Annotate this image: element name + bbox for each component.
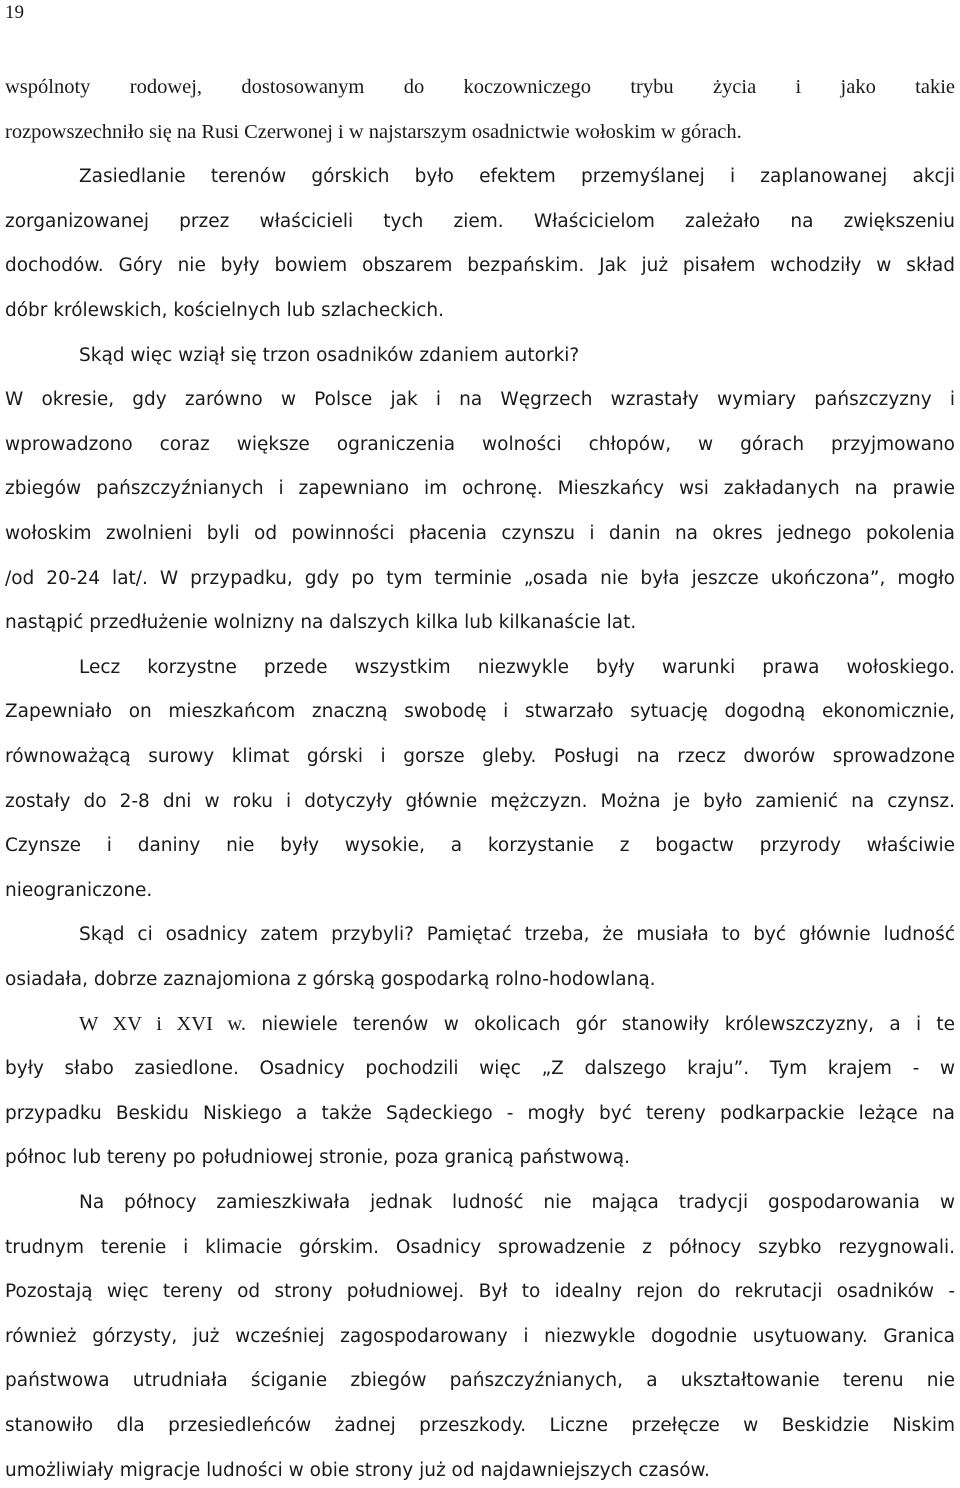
text-segment: wprowadzono coraz większe ograniczenia wolności chłopów, w górach przyjmowano <box>5 434 955 455</box>
text-segment: nieograniczone. <box>5 880 153 901</box>
text-line <box>5 251 955 279</box>
text-line <box>5 787 955 815</box>
text-segment: rozpowszechniło się na Rusi Czerwonej i w najstarszym osadnictwie wołoskim w górach. <box>5 121 742 143</box>
text-segment: państwowa utrudniała ściganie zbiegów pańszczyźnianych, a ukształtowanie terenu nie <box>5 1370 955 1391</box>
text-line <box>5 430 955 458</box>
text-segment: stanowiło dla przesiedleńców żadnej przeszkody. Liczne przełęcze w Beskidzie Niskim <box>5 1415 955 1436</box>
text-segment: wspólnoty rodowej, dostosowanym do koczowniczego trybu życia i jako takie <box>5 76 955 98</box>
text-line <box>5 1411 955 1439</box>
text-line <box>5 564 955 592</box>
text-segment: równoważącą surowy klimat górski i gorsze gleby. Posługi na rzecz dworów sprowadzone <box>5 746 955 767</box>
text-line <box>79 1010 955 1038</box>
text-line <box>5 1099 955 1127</box>
text-line <box>5 385 955 413</box>
text-segment: Skąd ci osadnicy zatem przybyli? Pamiętać trzeba, że musiała to być głównie ludność <box>79 924 955 945</box>
text-line <box>5 73 955 101</box>
text-segment: Skąd więc wziął się trzon osadników zdaniem autorki? <box>79 345 580 366</box>
text-line <box>5 296 955 324</box>
text-segment: W XV i XVI w. <box>79 1013 247 1035</box>
text-segment: również górzysty, już wcześniej zagospodarowany i niezwykle dogodnie usytuowany. Granica <box>5 1326 955 1347</box>
text-line <box>79 162 955 190</box>
text-segment: Zasiedlanie terenów górskich było efektem przemyślanej i zaplanowanej akcji <box>79 166 955 187</box>
text-segment: Czynsze i daniny nie były wysokie, a korzystanie z bogactw przyrody właściwie <box>5 835 955 856</box>
text-line <box>5 1054 955 1082</box>
text-line <box>79 1188 955 1216</box>
text-line <box>5 207 955 235</box>
text-segment: Pozostają więc tereny od strony południowej. Był to idealny rejon do rekrutacji osadników - <box>5 1281 955 1302</box>
text-line <box>5 965 955 993</box>
text-line <box>79 653 955 681</box>
text-segment: Lecz korzystne przede wszystkim niezwykle były warunki prawa wołoskiego. <box>79 657 955 678</box>
text-segment: W okresie, gdy zarówno w Polsce jak i na Węgrzech wzrastały wymiary pańszczyzny i <box>5 389 955 410</box>
text-segment: dóbr królewskich, kościelnych lub szlacheckich. <box>5 300 445 321</box>
text-line <box>5 1277 955 1305</box>
text-segment: zbiegów pańszczyźnianych i zapewniano im ochronę. Mieszkańcy wsi zakładanych na prawie <box>5 478 955 499</box>
text-line <box>5 608 955 636</box>
text-segment: osiadała, dobrze zaznajomiona z górską gospodarką rolno-hodowlaną. <box>5 969 656 990</box>
text-segment: nastąpić przedłużenie wolnizny na dalszych kilka lub kilkanaście lat. <box>5 612 637 633</box>
text-line <box>79 920 955 948</box>
page-number: 19 <box>5 2 24 23</box>
text-line <box>5 1143 955 1171</box>
text-line <box>5 1322 955 1350</box>
text-segment: /od 20-24 lat/. W przypadku, gdy po tym terminie „osada nie była jeszcze ukończona”, mogło <box>5 568 955 589</box>
text-segment: Zapewniało on mieszkańcom znaczną swobodę i stwarzało sytuację dogodną ekonomicznie, <box>5 701 955 722</box>
text-line <box>5 474 955 502</box>
text-segment: Na północy zamieszkiwała jednak ludność nie mająca tradycji gospodarowania w <box>79 1192 955 1213</box>
text-line <box>5 1366 955 1394</box>
text-segment: trudnym terenie i klimacie górskim. Osadnicy sprowadzenie z północy szybko rezygnowali. <box>5 1237 955 1258</box>
text-segment: przypadku Beskidu Niskiego a także Sądeckiego - mogły być tereny podkarpackie leżące na <box>5 1103 955 1124</box>
text-line <box>5 1456 955 1484</box>
text-line <box>5 876 955 904</box>
text-segment: północ lub tereny po południowej stronie, poza granicą państwową. <box>5 1147 630 1168</box>
text-segment: umożliwiały migracje ludności w obie strony już od najdawniejszych czasów. <box>5 1460 710 1481</box>
text-line <box>5 697 955 725</box>
text-line <box>5 831 955 859</box>
text-segment: zostały do 2-8 dni w roku i dotyczyły głównie mężczyzn. Można je było zamienić na czynsz. <box>5 791 955 812</box>
text-segment: były słabo zasiedlone. Osadnicy pochodzili więc „Z dalszego kraju”. Tym krajem - w <box>5 1058 955 1079</box>
text-segment: wołoskim zwolnieni byli od powinności płacenia czynszu i danin na okres jednego pokolenia <box>5 523 955 544</box>
text-segment: dochodów. Góry nie były bowiem obszarem bezpańskim. Jak już pisałem wchodziły w skład <box>5 255 955 276</box>
text-line <box>5 1233 955 1261</box>
text-line <box>79 341 955 369</box>
text-line <box>5 519 955 547</box>
text-segment: zorganizowanej przez właścicieli tych ziem. Właścicielom zależało na zwiększeniu <box>5 211 955 232</box>
text-segment: niewiele terenów w okolicach gór stanowiły królewszczyzny, a i te <box>246 1014 955 1035</box>
text-line <box>5 742 955 770</box>
text-line <box>5 118 955 146</box>
